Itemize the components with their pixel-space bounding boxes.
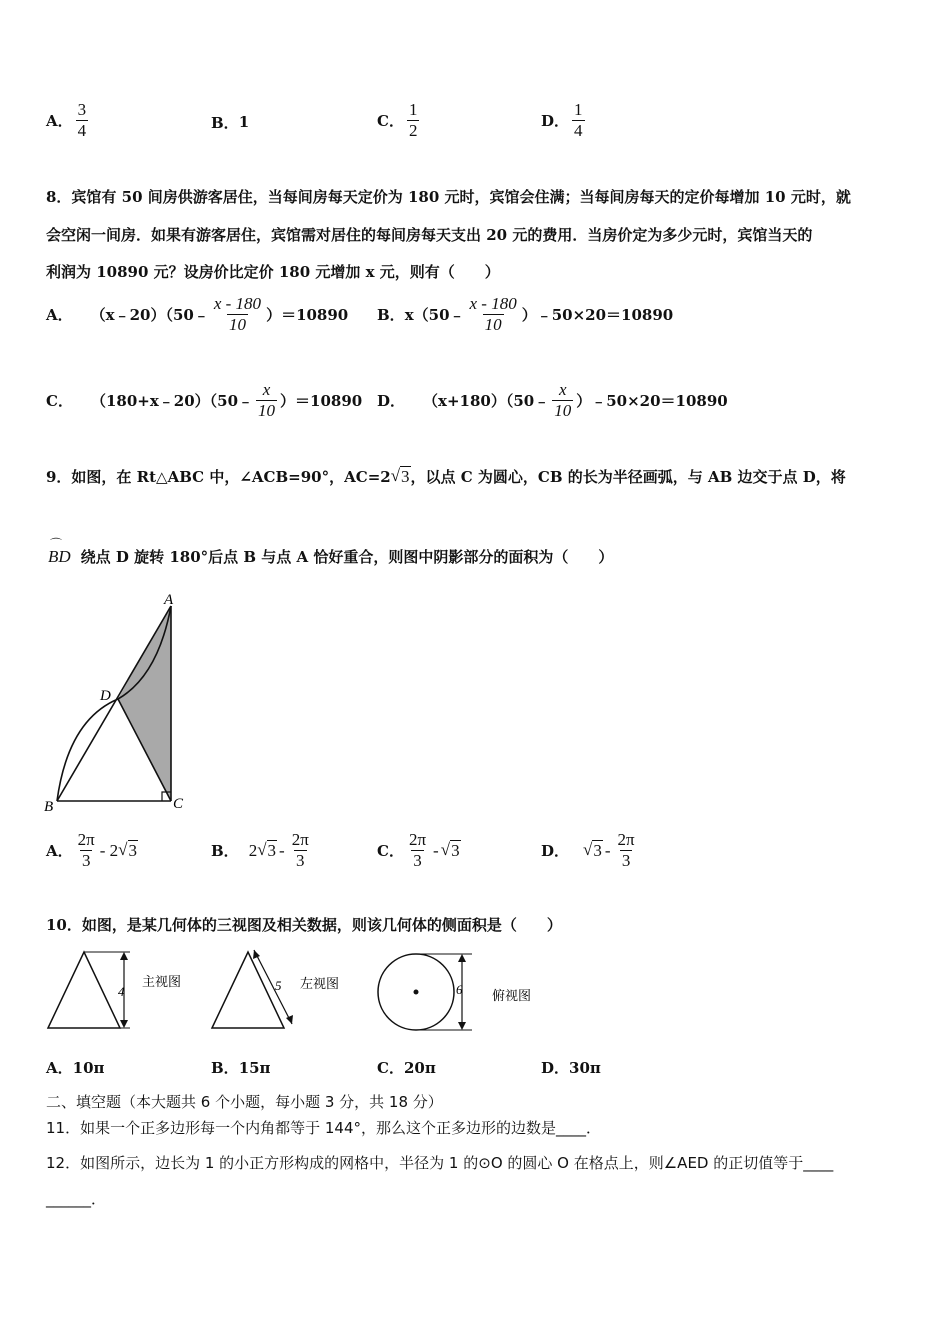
q12-text-line2: ______． xyxy=(46,1190,107,1208)
arrow-down-icon xyxy=(120,1020,128,1028)
q8-option-a: A． （x﹣20）（50﹣ $\frac{x - 180}{10}$ ）＝10890 xyxy=(46,294,349,334)
front-value: 4 xyxy=(118,984,125,999)
q7-option-a: A． $\frac{3}{4}$ xyxy=(46,100,87,140)
top-value: 6 xyxy=(456,982,463,997)
q8-option-b: B． x（50﹣ $\frac{x - 180}{10}$ ）﹣50×20＝10890 xyxy=(377,294,674,334)
fraction: $\frac{x}{10}$ xyxy=(554,380,572,420)
left-label: 左视图 xyxy=(300,977,340,992)
sqrt: √ 3 xyxy=(390,466,410,486)
q10-left-view xyxy=(208,948,358,1034)
left-value: 5 xyxy=(275,978,282,993)
q9-text-line1: 9．如图，在 Rt△ABC 中，∠ACB=90°，AC=2 √ 3 ，以点 C 为圆心，CB 的长为半径画弧，与 AB 边交于点 D，将 xyxy=(46,466,846,486)
left-dimension-line xyxy=(254,950,292,1024)
label-b: B xyxy=(44,799,54,815)
q8-text-line1: 8．宾馆有 50 间房供游客居住，当每间房每天定价为 180 元时，宾馆会住满；当每间房每天的定价每增加 10 元时，就 xyxy=(46,188,851,206)
left-triangle xyxy=(212,952,284,1028)
arrow-up-icon xyxy=(120,952,128,960)
q8-text-line2: 会空闲一间房．如果有游客居住，宾馆需对居住的每间房每天支出 20 元的费用．当房价定为多少元时，宾馆当天的 xyxy=(46,226,813,244)
sqrt: √ 3 xyxy=(257,840,277,860)
q7-option-c: C． $\frac{1}{2}$ xyxy=(377,100,418,140)
front-label: 主视图 xyxy=(142,975,182,990)
q10-front-view xyxy=(44,948,194,1034)
q9-figure xyxy=(40,590,200,815)
fraction: $\frac{1}{2}$ xyxy=(408,100,418,140)
fraction: $\frac{2\pi}{3}$ xyxy=(291,830,309,870)
q9-option-d: D． √ 3 - $\frac{2\pi}{3}$ xyxy=(541,830,635,870)
front-triangle xyxy=(48,952,120,1028)
label-a: A xyxy=(164,592,174,608)
q12-text-line1: 12．如图所示，边长为 1 的小正方形构成的网格中，半径为 1 的⊙O 的圆心 O 在格点上，则∠AED 的正切值等于____ xyxy=(46,1154,834,1172)
arc-icon: ⌒ xyxy=(50,536,63,551)
label-c: C xyxy=(173,796,184,812)
q10-option-c: C． 20π xyxy=(377,1058,436,1077)
q8-option-c: C． （180+x﹣20）（50﹣ $\frac{x}{10}$ ）＝10890 xyxy=(46,380,363,420)
q9-option-c: C． $\frac{2\pi}{3}$ - √ 3 xyxy=(377,830,460,870)
q9-option-b: B． 2 √ 3 - $\frac{2\pi}{3}$ xyxy=(211,830,309,870)
arrow-up-left-icon xyxy=(253,950,260,959)
top-label: 俯视图 xyxy=(492,989,532,1004)
fraction: $\frac{3}{4}$ xyxy=(77,100,87,140)
q10-option-b: B． 15π xyxy=(211,1058,271,1077)
label-d: D xyxy=(100,688,111,704)
q10-option-d: D． 30π xyxy=(541,1058,601,1077)
arrow-up-icon xyxy=(458,954,466,962)
center-dot xyxy=(414,990,419,995)
sqrt: √ 3 xyxy=(440,840,460,860)
q8-option-d: D． （x+180）（50﹣ $\frac{x}{10}$ ）﹣50×20＝10890 xyxy=(377,380,728,420)
sqrt: √ 3 xyxy=(118,840,137,860)
q10-top-view xyxy=(374,948,554,1038)
section-heading: 二、填空题（本大题共 6 个小题，每小题 3 分，共 18 分） xyxy=(46,1093,443,1111)
q7-option-d: D． $\frac{1}{4}$ xyxy=(541,100,583,140)
fraction: $\frac{2\pi}{3}$ xyxy=(617,830,635,870)
fraction: $\frac{2\pi}{3}$ xyxy=(77,830,95,870)
fraction: $\frac{2\pi}{3}$ xyxy=(408,830,427,870)
fraction: $\frac{1}{4}$ xyxy=(574,100,583,140)
q10-text: 10．如图，是某几何体的三视图及相关数据，则该几何体的侧面积是（ ） xyxy=(46,916,562,934)
arrow-down-icon xyxy=(458,1022,466,1030)
q9-text-line2: ⌒ BD 绕点 D 旋转 180°后点 B 与点 A 恰好重合，则图中阴影部分的面积为（ ） xyxy=(48,536,614,566)
arrow-down-right-icon xyxy=(286,1015,293,1024)
q11-text: 11．如果一个正多边形每一个内角都等于 144°，那么这个正多边形的边数是____． xyxy=(46,1119,601,1137)
fraction: $\frac{x - 180}{10}$ xyxy=(213,294,262,334)
sqrt: √ 3 xyxy=(583,840,602,860)
q9-option-a: A． $\frac{2\pi}{3}$ - 2 √ 3 xyxy=(46,830,137,870)
fraction: $\frac{x - 180}{10}$ xyxy=(469,294,517,334)
fraction: $\frac{x}{10}$ xyxy=(258,380,276,420)
arc-bd: ⌒ BD xyxy=(48,536,71,566)
q7-option-b: B． 1 xyxy=(211,113,250,132)
q8-text-line3: 利润为 10890 元？设房价比定价 180 元增加 x 元，则有（ ） xyxy=(46,263,500,281)
q10-option-a: A． 10π xyxy=(46,1058,105,1077)
